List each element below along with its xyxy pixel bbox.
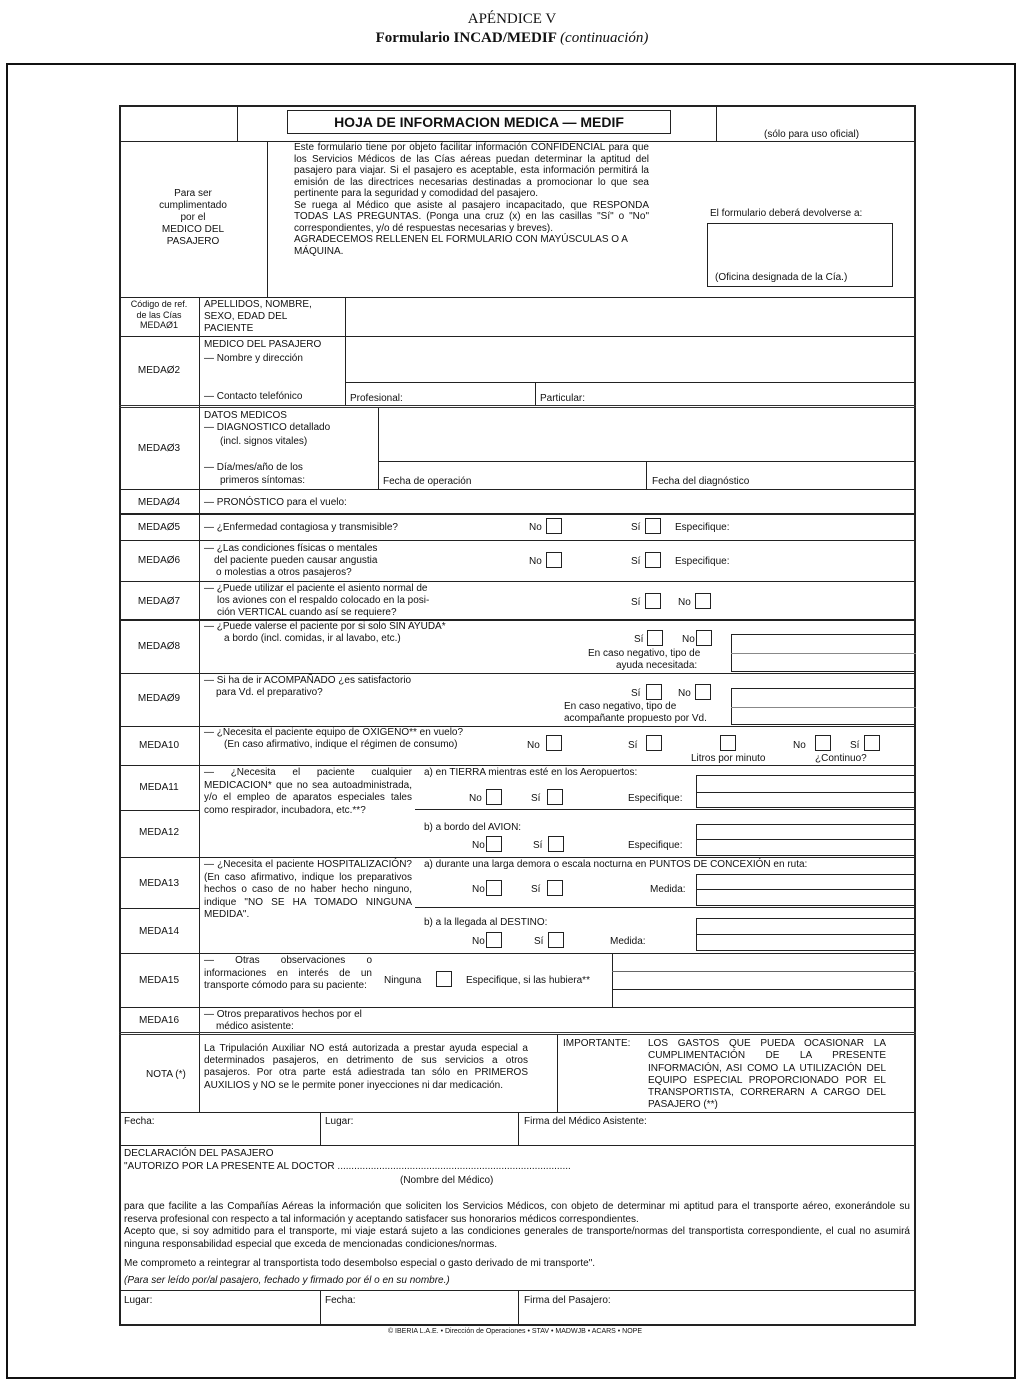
meda09-negative-line: En caso negativo, tipo de	[564, 701, 677, 712]
form-heading-italic: (continuación)	[560, 30, 649, 46]
meda07-no-label: No	[678, 597, 691, 608]
for-doctor-line: PASAJERO	[166, 236, 220, 247]
divider	[696, 934, 916, 935]
phone-personal-label: Particular:	[540, 393, 586, 404]
divider	[119, 540, 916, 541]
declaration-authorize: "AUTORIZO POR LA PRESENTE AL DOCTOR ....................................................................................	[124, 1161, 571, 1172]
meda12-yes-checkbox[interactable]	[548, 836, 564, 852]
meda06-specify-field[interactable]	[738, 543, 914, 579]
meda05-specify-label: Especifique:	[675, 522, 730, 533]
form-title: HOJA DE INFORMACION MEDICA — MEDIF	[334, 114, 624, 130]
meda07-code: MEDAØ7	[137, 596, 181, 607]
divider	[237, 105, 238, 141]
doctor-name-address-field[interactable]	[346, 337, 914, 381]
meda09-yes-checkbox[interactable]	[646, 684, 662, 700]
meda05-label: — ¿Enfermedad contagiosa y transmisible?	[204, 522, 398, 533]
meda02-phone-label: — Contacto telefónico	[204, 391, 303, 402]
meda03-vitals-label: (incl. signos vitales)	[220, 436, 308, 447]
divider	[119, 405, 916, 408]
meda11-no-checkbox[interactable]	[486, 789, 502, 805]
meda14-no-checkbox[interactable]	[486, 932, 502, 948]
meda10-line: (En caso afirmativo, indique el régimen de consumo)	[224, 739, 458, 750]
for-doctor-label	[120, 188, 266, 248]
phone-professional-field[interactable]	[410, 384, 532, 404]
passenger-date-label: Fecha:	[325, 1295, 356, 1306]
meda09-code: MEDAØ9	[137, 693, 181, 704]
diagnosis-field[interactable]	[379, 409, 914, 460]
meda09-negative-label	[564, 701, 707, 725]
passenger-date-field[interactable]	[321, 1307, 517, 1324]
meda04-label: — PRONÓSTICO para el vuelo:	[204, 497, 347, 508]
meda05-yes-checkbox[interactable]	[645, 518, 661, 534]
divider	[345, 382, 916, 383]
intro-text	[294, 142, 649, 257]
meda01-label	[204, 299, 312, 335]
meda03-diagnosis-label: — DIAGNOSTICO detallado	[204, 422, 331, 433]
divider	[612, 989, 916, 990]
meda10-line: — ¿Necesita el paciente equipo de OXIGENO** en vuelo?	[204, 727, 464, 738]
meda09-line: — Si ha de ir ACOMPAÑADO ¿es satisfactorio	[204, 675, 412, 686]
meda06-specify-label: Especifique:	[675, 556, 730, 567]
doctor-signature-field[interactable]	[519, 1128, 914, 1144]
meda12-yes-label: Sí	[533, 840, 543, 851]
meda16-code: MEDA16	[138, 1015, 179, 1026]
meda07-line: — ¿Puede utilizar el paciente el asiento normal de	[204, 583, 428, 594]
meda15-none-checkbox[interactable]	[436, 971, 452, 987]
divider	[415, 809, 916, 810]
meda09-yes-label: Sí	[631, 688, 641, 699]
meda14-b-label: b) a la llegada al DESTINO:	[424, 917, 548, 928]
meda09-line: para Vd. el preparativo?	[216, 687, 323, 698]
ref-code-line: Código de ref.	[130, 299, 188, 309]
for-doctor-line: por el	[180, 212, 206, 223]
meda06-code: MEDAØ6	[137, 555, 181, 566]
meda16-line: médico asistente:	[216, 1021, 294, 1032]
meda13-yes-checkbox[interactable]	[547, 880, 563, 896]
divider	[119, 489, 916, 490]
meda13-code: MEDA13	[138, 878, 179, 889]
meda08-yes-checkbox[interactable]	[647, 630, 663, 646]
meda06-line: del paciente pueden causar angustia	[214, 555, 378, 566]
meda08-line: — ¿Puede valerse el paciente por si solo SIN AYUDA*	[204, 621, 446, 632]
divider	[119, 513, 916, 515]
meda15-specify-field[interactable]	[613, 954, 914, 1006]
litres-per-minute-field[interactable]	[720, 735, 736, 751]
meda13-no-label: No	[472, 884, 485, 895]
meda14-no-label: No	[472, 936, 485, 947]
meda07-label	[204, 583, 429, 619]
meda06-no-checkbox[interactable]	[546, 552, 562, 568]
meda14-measure-label: Medida:	[610, 936, 646, 947]
meda07-yes-label: Sí	[631, 597, 641, 608]
divider	[696, 792, 916, 793]
intro-paragraph-1: Este formulario tiene por objeto facilitar información CONFIDENCIAL para que los Servicios Médicos de las Cías aéreas puedan determinar la aptitud del pasajero para viajar. Si el pasajero es aceptable, esta información permitirá la emisión de las directrices necesarias destinadas a promocionar lo que sea pertinente para la seguridad y comodidad del pasajero.	[294, 142, 649, 199]
divider	[731, 653, 916, 654]
meda07-line: ción VERTICAL cuando así se requiere?	[217, 607, 397, 618]
meda02-label: MEDICO DEL PASAJERO	[204, 339, 322, 350]
meda02-name-address-label: — Nombre y dirección	[204, 353, 303, 364]
meda09-no-checkbox[interactable]	[695, 684, 711, 700]
meda10-yes-label: Sí	[628, 740, 638, 751]
meda11-no-label: No	[469, 793, 482, 804]
phone-personal-field[interactable]	[594, 384, 914, 404]
patient-name-field[interactable]	[346, 298, 914, 335]
meda12-no-label: No	[472, 840, 485, 851]
for-doctor-line: Para ser	[174, 188, 212, 199]
meda11-12-label: — ¿Necesita el paciente cualquier MEDICACION* que no sea autoadministrada, y/o el empleo de aparatos especiales tales como respirador, incubadora, etc.**?	[204, 767, 412, 816]
intro-paragraph-2: Se ruega al Médico que asiste al pasajero incapacitado, que RESPONDA TODAS LAS PREGUNTAS. (Ponga una cruz (x) en las casillas "Sí" o "No" correspondientes, y/o dé respuestas necesarias y breves).	[294, 199, 649, 234]
divider	[415, 907, 916, 908]
divider	[716, 105, 717, 141]
meda09-negative-line: acompañante propuesto por Vd.	[564, 713, 707, 724]
meda15-label: — Otras observaciones o informaciones en interés de un transporte cómodo para su paciente:	[204, 955, 372, 991]
meda05-no-checkbox[interactable]	[546, 518, 562, 534]
meda06-label	[204, 543, 377, 579]
meda03-label: DATOS MEDICOS	[204, 410, 287, 421]
passenger-place-label: Lugar:	[124, 1295, 153, 1306]
copyright-footer: © IBERIA L.A.E. • Dirección de Operaciones • STAV • MADWJB • ACARS • NOPE	[387, 1328, 643, 1335]
meda01-line: APELLIDOS, NOMBRE,	[204, 299, 312, 310]
prognosis-field[interactable]	[370, 491, 914, 512]
meda03-code: MEDAØ3	[137, 443, 181, 454]
meda08-line: a bordo (incl. comidas, ir al lavabo, etc.)	[224, 633, 401, 644]
meda08-negative-line: ayuda necesitada:	[616, 660, 698, 671]
meda12-specify-field[interactable]	[696, 824, 916, 856]
meda06-line: o molestias a otros pasajeros?	[216, 567, 352, 578]
meda10-label	[204, 727, 463, 751]
meda12-specify-label: Especifique:	[628, 840, 683, 851]
meda08-yes-label: Sí	[634, 634, 644, 645]
meda14-yes-checkbox[interactable]	[548, 932, 564, 948]
important-text: LOS GASTOS QUE PUEDA OCASIONAR LA CUMPLIMENTACIÓN DE LA PRESENTE INFORMACIÓN, ASI COMO LA UTILIZACIÓN DEL EQUIPO ESPECIAL PROPORCIONADO POR EL TRANSPORTISTA, CORRERARN A CARGO DEL PASAJERO (**)	[648, 1038, 886, 1111]
meda08-negative-line: En caso negativo, tipo de	[588, 648, 701, 659]
divider	[612, 971, 916, 972]
continuous-no-checkbox[interactable]	[815, 735, 831, 751]
for-doctor-line: cumplimentado	[159, 200, 227, 211]
doctor-date-label: Fecha:	[124, 1116, 155, 1127]
return-to-label: El formulario deberá devolverse a:	[710, 208, 863, 219]
divider	[696, 839, 916, 840]
meda02-code: MEDAØ2	[137, 365, 181, 376]
doctor-date-field[interactable]	[120, 1128, 319, 1144]
meda16-label	[204, 1009, 362, 1033]
meda15-specify-label: Especifique, si las hubiera**	[466, 975, 590, 986]
divider	[119, 1032, 916, 1035]
meda05-no-label: No	[529, 522, 542, 533]
divider	[199, 1035, 200, 1112]
meda11-yes-label: Sí	[531, 793, 541, 804]
declaration-p4: (Para ser leído por/al pasajero, fechado y firmado por él o en su nombre.)	[124, 1275, 450, 1286]
diagnosis-date-label: Fecha del diagnóstico	[652, 476, 750, 487]
meda04-code: MEDAØ4	[137, 497, 181, 508]
continuous-no-label: No	[793, 740, 806, 751]
declaration-title: DECLARACIÓN DEL PASAJERO	[124, 1148, 274, 1159]
divider	[535, 382, 536, 405]
meda10-yes-checkbox[interactable]	[646, 735, 662, 751]
meda06-line: — ¿Las condiciones físicas o mentales	[204, 543, 378, 554]
passenger-signature-label: Firma del Pasajero:	[524, 1295, 611, 1306]
meda08-no-checkbox[interactable]	[696, 630, 712, 646]
continuous-yes-checkbox[interactable]	[864, 735, 880, 751]
declaration-p3: Me comprometo a reintegrar al transportista todo desembolso especial o gasto derivado de mi transporte".	[124, 1258, 596, 1269]
passenger-signature-field[interactable]	[519, 1307, 914, 1324]
meda09-no-label: No	[678, 688, 691, 699]
meda09-label	[204, 675, 411, 699]
continuous-label: ¿Continuo?	[815, 753, 867, 764]
divider	[119, 581, 916, 582]
meda10-no-checkbox[interactable]	[546, 735, 562, 751]
divider	[119, 908, 199, 909]
meda06-yes-label: Sí	[631, 556, 641, 567]
meda14-code: MEDA14	[138, 926, 179, 937]
meda01-line: SEXO, EDAD DEL	[204, 311, 288, 322]
divider	[731, 707, 916, 708]
meda13-no-checkbox[interactable]	[486, 880, 502, 896]
meda13-yes-label: Sí	[531, 884, 541, 895]
meda13-14-label: — ¿Necesita el paciente HOSPITALIZACIÓN? (En caso afirmativo, indique los preparativos hechos o caso de no haber hecho ninguno, indique "NO SE HA TOMADO NINGUNA MEDIDA".	[204, 859, 412, 920]
divider	[119, 765, 916, 766]
meda01-line: PACIENTE	[204, 323, 254, 334]
meda05-yes-label: Sí	[631, 522, 641, 533]
divider	[557, 1035, 558, 1112]
ref-code-line: de las Cías	[136, 309, 182, 320]
meda08-code: MEDAØ8	[137, 641, 181, 652]
ref-code-label	[120, 299, 198, 331]
meda13-measure-label: Medida:	[650, 884, 686, 895]
meda15-code: MEDA15	[138, 975, 179, 986]
doctor-place-field[interactable]	[321, 1128, 517, 1144]
meda10-no-label: No	[527, 740, 540, 751]
form-heading-bold: Formulario INCAD/MEDIF	[375, 30, 557, 46]
appendix-heading: APÉNDICE V	[467, 11, 557, 27]
meda03-symptoms-label: — Día/mes/año de los	[204, 462, 303, 473]
meda13-measure-field[interactable]	[696, 874, 916, 906]
meda07-yes-checkbox[interactable]	[645, 593, 661, 609]
litres-per-minute-label: Litros por minuto	[691, 753, 766, 764]
divider	[119, 810, 199, 811]
meda16-field[interactable]	[390, 1009, 914, 1031]
meda08-negative-label	[588, 648, 700, 672]
declaration-p2: Acepto que, si soy admitido para el transporte, mi viaje estará sujeto a las condiciones generales de transporte/normas del transportista correspondiente, el cual no asumirá ninguna responsabilidad especial que exceda de mencionadas condiciones/normas.	[124, 1226, 910, 1250]
operation-date-label: Fecha de operación	[383, 476, 472, 487]
meda11-a-label: a) en TIERRA mientras esté en los Aeropuertos:	[424, 767, 638, 778]
meda08-no-label: No	[682, 634, 695, 645]
meda15-none-label: Ninguna	[384, 975, 422, 986]
meda10-code: MEDA10	[138, 740, 179, 751]
doctor-place-label: Lugar:	[325, 1116, 354, 1127]
meda12-code: MEDA12	[138, 827, 179, 838]
meda14-yes-label: Sí	[534, 936, 544, 947]
ref-code-line: MEDAØ1	[139, 320, 178, 330]
important-label: IMPORTANTE:	[563, 1038, 631, 1049]
meda11-code: MEDA11	[139, 782, 179, 793]
continuous-yes-label: Sí	[850, 740, 860, 751]
return-office-label: (Oficina designada de la Cía.)	[715, 272, 848, 283]
meda07-line: los aviones con el respaldo colocado en la posi-	[217, 595, 430, 606]
official-use-label: (sólo para uso oficial)	[764, 129, 860, 140]
meda12-no-checkbox[interactable]	[486, 836, 502, 852]
passenger-place-field[interactable]	[120, 1307, 319, 1324]
meda08-label	[204, 621, 446, 645]
diagnosis-date-field[interactable]	[647, 462, 914, 488]
note-label: NOTA (*)	[146, 1069, 186, 1080]
divider	[696, 889, 916, 890]
doctor-signature-label: Firma del Médico Asistente:	[524, 1116, 647, 1127]
meda16-line: — Otros preparativos hechos por el	[204, 1009, 362, 1020]
meda05-code: MEDAØ5	[137, 522, 181, 533]
meda13-a-label: a) durante una larga demora o escala nocturna en PUNTOS DE CONCEXIÓN en ruta:	[424, 859, 808, 870]
divider	[119, 1007, 916, 1008]
intro-paragraph-3: AGRADECEMOS RELLENEN EL FORMULARIO CON MAYÚSCULAS O A MÁQUINA.	[294, 234, 628, 257]
doctor-name-caption: (Nombre del Médico)	[400, 1175, 494, 1186]
note-text: La Tripulación Auxiliar NO está autorizada a prestar ayuda especial a determinados pasajeros, en detrimento de sus servicios a otros pasajeros. Por otra parte está adiestrada tan sólo en PRIMEROS AUXILIOS y NO se le permite poner inyecciones ni dar medicación.	[204, 1043, 528, 1091]
meda06-yes-checkbox[interactable]	[645, 552, 661, 568]
meda11-yes-checkbox[interactable]	[547, 789, 563, 805]
meda05-specify-field[interactable]	[738, 516, 914, 538]
declaration-p1: para que facilite a las Compañías Aéreas la información que soliciten los Servicios Médicos, con objeto de determinar mi aptitud para el transporte aéreo, exonerándole su reserva profesional con respecto a tal información y aceptando satisfacer sus honorarios médicos correspondientes.	[124, 1201, 910, 1225]
divider	[119, 673, 916, 674]
operation-date-field[interactable]	[379, 462, 645, 488]
meda03-symptoms-label-2: primeros síntomas:	[220, 475, 306, 486]
divider	[119, 1145, 916, 1146]
meda11-specify-label: Especifique:	[628, 793, 683, 804]
divider	[267, 141, 268, 297]
meda06-no-label: No	[529, 556, 542, 567]
meda12-b-label: b) a bordo del AVION:	[424, 822, 522, 833]
divider	[119, 857, 916, 858]
for-doctor-line: MEDICO DEL	[161, 224, 225, 235]
meda07-no-checkbox[interactable]	[695, 593, 711, 609]
phone-professional-label: Profesional:	[350, 393, 403, 404]
